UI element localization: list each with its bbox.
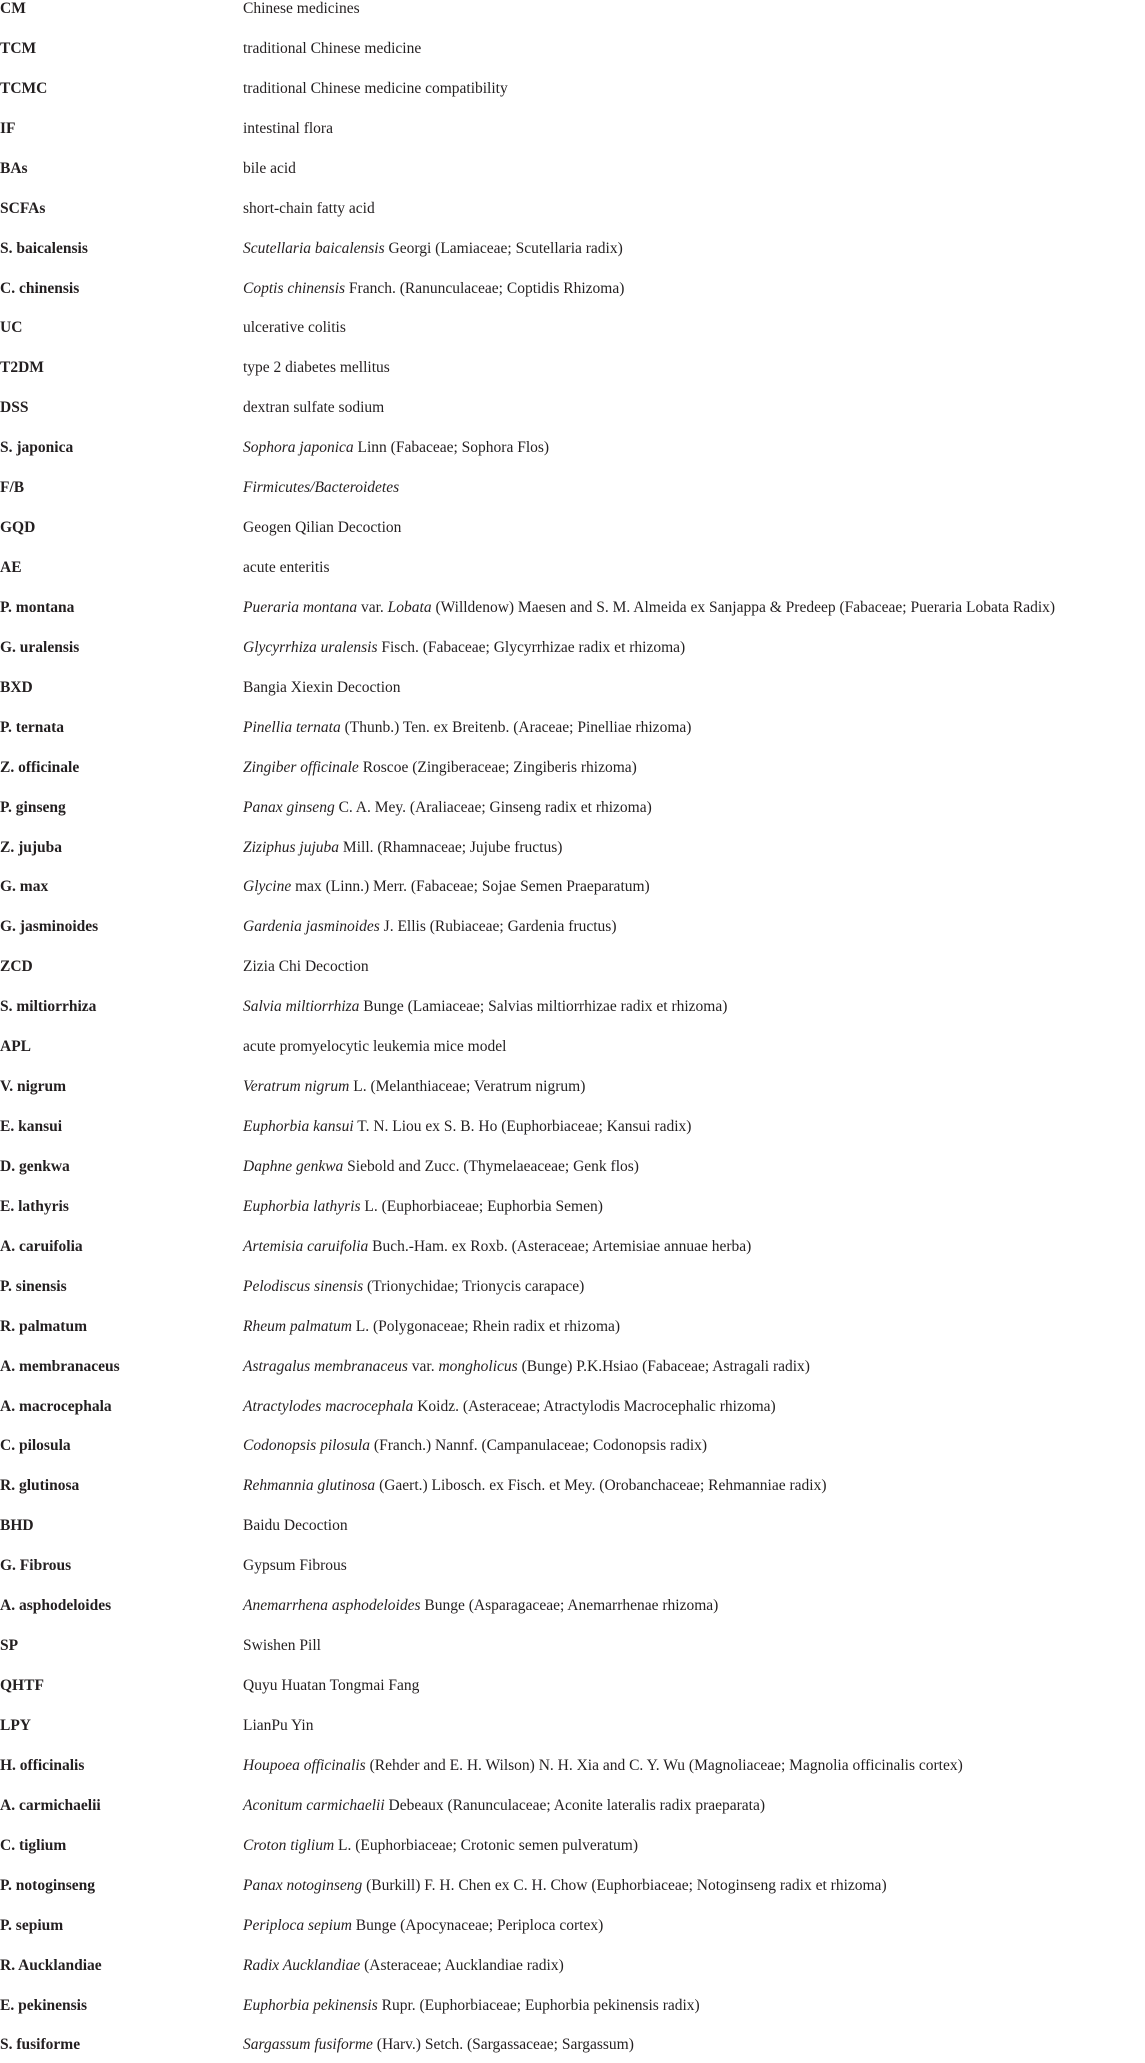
definition-segment: Zizia Chi Decoction — [243, 958, 369, 976]
definition-segment: Bangia Xiexin Decoction — [243, 678, 401, 696]
definition-italic-segment: Euphorbia pekinensis — [243, 1996, 378, 2014]
abbreviation-term: R. Aucklandiae — [0, 1956, 102, 1974]
abbreviation-term: T2DM — [0, 359, 44, 377]
abbreviation-definition — [243, 840, 562, 856]
abbreviation-term: TCM — [0, 39, 37, 57]
abbreviation-row — [0, 879, 1145, 905]
definition-segment: acute promyelocytic leukemia mice model — [243, 1038, 507, 1056]
definition-italic-segment: Lobata — [387, 598, 432, 616]
abbreviation-definition — [243, 1998, 700, 2014]
abbreviation-term: SCFAs — [0, 199, 46, 217]
abbreviation-term: P. ginseng — [0, 798, 66, 816]
abbreviation-row — [0, 2037, 1145, 2063]
abbreviation-term: H. officinalis — [0, 1756, 85, 1774]
abbreviation-row — [0, 1438, 1145, 1464]
abbreviation-row — [0, 201, 1145, 227]
abbreviation-row — [0, 1279, 1145, 1305]
definition-italic-segment: Salvia miltiorrhiza — [243, 998, 360, 1016]
abbreviation-term: D. genkwa — [0, 1157, 70, 1175]
definition-segment: L. (Euphorbiaceae; Euphorbia Semen) — [360, 1197, 603, 1215]
definition-segment: Franch. (Ranunculaceae; Coptidis Rhizoma) — [345, 279, 625, 297]
definition-italic-segment: Radix Aucklandiae — [243, 1956, 361, 1974]
abbreviation-term: G. Fibrous — [0, 1557, 72, 1575]
abbreviation-term: QHTF — [0, 1677, 44, 1695]
abbreviation-definition — [243, 760, 637, 776]
abbreviation-term: P. sepium — [0, 1916, 64, 1934]
definition-segment: bile acid — [243, 159, 296, 177]
definition-segment: Rupr. (Euphorbiaceae; Euphorbia pekinensis radix) — [377, 1996, 700, 2014]
definition-segment: Buch.-Ham. ex Roxb. (Asteraceae; Artemisiae annuae herba) — [368, 1237, 752, 1255]
definition-italic-segment: Pinellia ternata — [243, 718, 341, 736]
abbreviation-term: BAs — [0, 159, 28, 177]
definition-italic-segment: Sophora japonica — [243, 439, 354, 457]
abbreviation-definition — [243, 1758, 963, 1774]
abbreviation-term: R. palmatum — [0, 1317, 87, 1335]
definition-segment: dextran sulfate sodium — [243, 399, 385, 417]
abbreviation-term: F/B — [0, 479, 25, 497]
definition-segment: L. (Melanthiaceae; Veratrum nigrum) — [349, 1078, 586, 1096]
definition-segment: (Willdenow) Maesen and S. M. Almeida ex Sanjappa & Predeep (Fabaceae; Pueraria Lobata Radix) — [431, 598, 1056, 616]
definition-italic-segment: Gardenia jasminoides — [243, 918, 380, 936]
abbreviation-row — [0, 1518, 1145, 1544]
definition-segment: (Asteraceae; Aucklandiae radix) — [360, 1956, 564, 1974]
abbreviation-definition — [243, 161, 296, 177]
definition-segment: max (Linn.) Merr. (Fabaceae; Sojae Semen Praeparatum) — [291, 878, 650, 896]
abbreviation-term: UC — [0, 319, 23, 337]
abbreviation-definition — [243, 1678, 419, 1694]
abbreviation-definition — [243, 1638, 321, 1654]
abbreviation-definition — [243, 800, 652, 816]
definition-italic-segment: Pueraria montana — [243, 598, 358, 616]
abbreviation-term: E. lathyris — [0, 1197, 69, 1215]
abbreviation-definition — [243, 1958, 564, 1974]
abbreviation-definition — [243, 1079, 585, 1095]
abbreviation-term: DSS — [0, 399, 29, 417]
definition-segment: Linn (Fabaceae; Sophora Flos) — [353, 439, 550, 457]
abbreviation-definition — [243, 680, 401, 696]
abbreviation-row — [0, 1638, 1145, 1664]
definition-segment: traditional Chinese medicine compatibility — [243, 79, 508, 97]
abbreviation-row — [0, 480, 1145, 506]
abbreviation-row — [0, 1998, 1145, 2024]
abbreviation-term: A. membranaceus — [0, 1357, 120, 1375]
abbreviation-row — [0, 1478, 1145, 1504]
abbreviation-definition — [243, 1878, 887, 1894]
abbreviation-row — [0, 1159, 1145, 1185]
definition-italic-segment: Periploca sepium — [243, 1916, 352, 1934]
definition-segment: intestinal flora — [243, 119, 333, 137]
abbreviation-row — [0, 959, 1145, 985]
abbreviation-row — [0, 600, 1145, 626]
abbreviation-row — [0, 1918, 1145, 1944]
definition-segment: L. (Polygonaceae; Rhein radix et rhizoma) — [351, 1317, 621, 1335]
definition-italic-segment: Rehmannia glutinosa — [243, 1477, 376, 1495]
abbreviation-definition — [243, 1199, 603, 1215]
definition-segment: (Franch.) Nannf. (Campanulaceae; Codonopsis radix) — [370, 1437, 708, 1455]
definition-italic-segment: Houpoea officinalis — [243, 1756, 366, 1774]
abbreviation-term: APL — [0, 1038, 31, 1056]
abbreviation-row — [0, 161, 1145, 187]
abbreviation-term: S. fusiforme — [0, 2036, 81, 2054]
abbreviation-definition — [243, 440, 549, 456]
definition-segment: (Trionychidae; Trionycis carapace) — [363, 1277, 585, 1295]
definition-segment: acute enteritis — [243, 559, 330, 577]
abbreviation-definition — [243, 400, 384, 416]
definition-italic-segment: Glycine — [243, 878, 292, 896]
definition-segment: L. (Euphorbiaceae; Crotonic semen pulveratum) — [334, 1836, 639, 1854]
definition-italic-segment: mongholicus — [438, 1357, 518, 1375]
abbreviation-term: A. carmichaelii — [0, 1796, 101, 1814]
definition-segment: Bunge (Apocynaceae; Periploca cortex) — [351, 1916, 604, 1934]
abbreviation-definition — [243, 879, 650, 895]
definition-italic-segment: Veratrum nigrum — [243, 1078, 350, 1096]
abbreviation-definition — [243, 1359, 810, 1375]
definition-segment: (Burkill) F. H. Chen ex C. H. Chow (Euphorbiaceae; Notoginseng radix et rhizoma) — [362, 1876, 887, 1894]
abbreviation-row — [0, 400, 1145, 426]
definition-italic-segment: Pelodiscus sinensis — [243, 1277, 364, 1295]
definition-segment: Georgi (Lamiaceae; Scutellaria radix) — [384, 239, 623, 257]
abbreviation-row — [0, 1119, 1145, 1145]
abbreviation-definition — [243, 281, 624, 297]
abbreviation-definition — [243, 720, 691, 736]
definition-segment: Debeaux (Ranunculaceae; Aconite lateralis radix praeparata) — [384, 1796, 766, 1814]
abbreviation-definition — [243, 1279, 584, 1295]
definition-segment: traditional Chinese medicine — [243, 39, 422, 57]
definition-italic-segment: Sargassum fusiforme — [243, 2036, 373, 2054]
abbreviation-row — [0, 919, 1145, 945]
abbreviation-definition — [243, 1159, 639, 1175]
abbreviation-row — [0, 560, 1145, 586]
abbreviation-definition — [243, 1, 360, 17]
abbreviation-term: A. caruifolia — [0, 1237, 83, 1255]
abbreviation-definition — [243, 959, 369, 975]
abbreviation-term: Z. jujuba — [0, 838, 63, 856]
abbreviation-term: P. ternata — [0, 718, 64, 736]
abbreviation-definition — [243, 480, 399, 496]
abbreviation-term: Z. officinale — [0, 758, 80, 776]
definition-italic-segment: Daphne genkwa — [243, 1157, 344, 1175]
abbreviation-row — [0, 1598, 1145, 1624]
definition-segment: Swishen Pill — [243, 1637, 321, 1655]
abbreviation-row — [0, 1199, 1145, 1225]
abbreviation-row — [0, 840, 1145, 866]
definition-segment: ulcerative colitis — [243, 319, 346, 337]
abbreviation-row — [0, 121, 1145, 147]
abbreviation-definition — [243, 560, 330, 576]
definition-segment: var. — [407, 1357, 439, 1375]
abbreviation-term: IF — [0, 119, 16, 137]
definition-segment: (Bunge) P.K.Hsiao (Fabaceae; Astragali radix) — [517, 1357, 810, 1375]
definition-segment: Bunge (Lamiaceae; Salvias miltiorrhizae radix et rhizoma) — [359, 998, 728, 1016]
abbreviation-term: A. macrocephala — [0, 1397, 112, 1415]
definition-segment: Gypsum Fibrous — [243, 1557, 347, 1575]
abbreviation-row — [0, 1399, 1145, 1425]
definition-italic-segment: Codonopsis pilosula — [243, 1437, 371, 1455]
abbreviation-term: G. uralensis — [0, 638, 80, 656]
abbreviation-definition — [243, 919, 617, 935]
abbreviation-row — [0, 1359, 1145, 1385]
definition-italic-segment: Croton tiglium — [243, 1836, 335, 1854]
abbreviation-row — [0, 760, 1145, 786]
definition-segment: short-chain fatty acid — [243, 199, 375, 217]
definition-segment: Chinese medicines — [243, 0, 360, 17]
abbreviation-row — [0, 281, 1145, 307]
definition-segment: (Gaert.) Libosch. ex Fisch. et Mey. (Orobanchaceae; Rehmanniae radix) — [375, 1477, 827, 1495]
abbreviation-row — [0, 1, 1145, 27]
abbreviation-term: BHD — [0, 1517, 34, 1535]
abbreviation-row — [0, 241, 1145, 267]
abbreviation-term: P. notoginseng — [0, 1876, 96, 1894]
definition-segment: (Harv.) Setch. (Sargassaceae; Sargassum) — [372, 2036, 634, 2054]
definition-segment: T. N. Liou ex S. B. Ho (Euphorbiaceae; Kansui radix) — [353, 1118, 692, 1136]
definition-segment: (Thunb.) Ten. ex Breitenb. (Araceae; Pinelliae rhizoma) — [340, 718, 692, 736]
abbreviation-term: E. pekinensis — [0, 1996, 88, 2014]
definition-italic-segment: Firmicutes/Bacteroidetes — [243, 479, 400, 497]
definition-italic-segment: Scutellaria baicalensis — [243, 239, 385, 257]
definition-segment: Mill. (Rhamnaceae; Jujube fructus) — [339, 838, 563, 856]
abbreviation-term: LPY — [0, 1716, 31, 1734]
abbreviation-definition — [243, 1838, 638, 1854]
abbreviation-row — [0, 360, 1145, 386]
definition-segment: Koidz. (Asteraceae; Atractylodis Macrocephalic rhizoma) — [413, 1397, 776, 1415]
definition-segment: LianPu Yin — [243, 1716, 314, 1734]
definition-segment: type 2 diabetes mellitus — [243, 359, 390, 377]
abbreviation-term: C. tiglium — [0, 1836, 67, 1854]
abbreviation-term: E. kansui — [0, 1118, 63, 1136]
definition-segment: C. A. Mey. (Araliaceae; Ginseng radix et rhizoma) — [334, 798, 652, 816]
abbreviation-definition — [243, 241, 623, 257]
abbreviation-definition — [243, 1319, 620, 1335]
definition-segment: Bunge (Asparagaceae; Anemarrhenae rhizoma) — [420, 1597, 719, 1615]
abbreviation-definition — [243, 360, 390, 376]
abbreviation-definition — [243, 41, 421, 57]
abbreviation-row — [0, 1239, 1145, 1265]
definition-italic-segment: Panax ginseng — [243, 798, 335, 816]
abbreviation-term: V. nigrum — [0, 1078, 67, 1096]
definition-italic-segment: Zingiber officinale — [243, 758, 359, 776]
abbreviation-definition — [243, 1558, 347, 1574]
abbreviation-term: S. miltiorrhiza — [0, 998, 97, 1016]
abbreviation-definition — [243, 1718, 313, 1734]
definition-italic-segment: Coptis chinensis — [243, 279, 346, 297]
abbreviation-term: C. chinensis — [0, 279, 80, 297]
abbreviation-definition — [243, 1798, 765, 1814]
abbreviation-term: G. max — [0, 878, 49, 896]
definition-italic-segment: Artemisia caruifolia — [243, 1237, 369, 1255]
abbreviation-row — [0, 1039, 1145, 1065]
abbreviation-row — [0, 1838, 1145, 1864]
definition-italic-segment: Euphorbia kansui — [243, 1118, 354, 1136]
abbreviation-row — [0, 1319, 1145, 1345]
definition-segment: Fisch. (Fabaceae; Glycyrrhizae radix et rhizoma) — [377, 638, 686, 656]
definition-segment: Baidu Decoction — [243, 1517, 348, 1535]
abbreviation-definition — [243, 1478, 827, 1494]
abbreviation-row — [0, 1718, 1145, 1744]
definition-segment: J. Ellis (Rubiaceae; Gardenia fructus) — [379, 918, 617, 936]
abbreviation-definition — [243, 1438, 707, 1454]
definition-italic-segment: Ziziphus jujuba — [243, 838, 340, 856]
abbreviation-row — [0, 520, 1145, 546]
abbreviation-term: AE — [0, 559, 22, 577]
definition-italic-segment: Aconitum carmichaelii — [243, 1796, 385, 1814]
abbreviation-term: P. sinensis — [0, 1277, 67, 1295]
abbreviation-row — [0, 81, 1145, 107]
abbreviation-definition — [243, 121, 333, 137]
abbreviation-term: CM — [0, 0, 26, 17]
abbreviation-row — [0, 41, 1145, 67]
abbreviation-term: ZCD — [0, 958, 33, 976]
abbreviation-definition — [243, 81, 508, 97]
abbreviation-definition — [243, 1119, 691, 1135]
abbreviation-row — [0, 440, 1145, 466]
definition-italic-segment: Euphorbia lathyris — [243, 1197, 361, 1215]
definition-segment: Roscoe (Zingiberaceae; Zingiberis rhizoma) — [358, 758, 637, 776]
definition-italic-segment: Rheum palmatum — [243, 1317, 352, 1335]
abbreviation-row — [0, 1678, 1145, 1704]
abbreviation-term: P. montana — [0, 598, 75, 616]
definition-segment: Quyu Huatan Tongmai Fang — [243, 1677, 420, 1695]
definition-italic-segment: Atractylodes macrocephala — [243, 1397, 414, 1415]
abbreviation-definition — [243, 1918, 603, 1934]
abbreviation-row — [0, 1798, 1145, 1824]
abbreviation-row — [0, 1758, 1145, 1784]
abbreviation-definition — [243, 520, 401, 536]
abbreviation-term: TCMC — [0, 79, 48, 97]
abbreviation-term: G. jasminoides — [0, 918, 99, 936]
definition-segment: Geogen Qilian Decoction — [243, 519, 402, 537]
abbreviation-row — [0, 800, 1145, 826]
abbreviation-definition — [243, 1039, 506, 1055]
abbreviation-definition — [243, 1518, 348, 1534]
definition-segment: var. — [357, 598, 388, 616]
abbreviation-term: S. baicalensis — [0, 239, 88, 257]
abbreviation-term: C. pilosula — [0, 1437, 71, 1455]
abbreviation-term: GQD — [0, 519, 36, 537]
abbreviation-term: A. asphodeloides — [0, 1597, 112, 1615]
abbreviation-term: S. japonica — [0, 439, 74, 457]
abbreviation-definition — [243, 1598, 718, 1614]
abbreviation-row — [0, 999, 1145, 1025]
abbreviation-row — [0, 320, 1145, 346]
abbreviation-definition — [243, 2037, 634, 2053]
abbreviation-row — [0, 1958, 1145, 1984]
definition-segment: (Rehder and E. H. Wilson) N. H. Xia and C. Y. Wu (Magnoliaceae; Magnolia officinalis cortex) — [365, 1756, 963, 1774]
abbreviation-definition — [243, 640, 685, 656]
abbreviation-definition — [243, 1239, 751, 1255]
abbreviation-row — [0, 720, 1145, 746]
abbreviation-definition — [243, 201, 375, 217]
abbreviation-term: BXD — [0, 678, 33, 696]
definition-italic-segment: Anemarrhena asphodeloides — [243, 1597, 421, 1615]
abbreviation-term: R. glutinosa — [0, 1477, 80, 1495]
abbreviation-term: SP — [0, 1637, 19, 1655]
abbreviation-definition — [243, 999, 727, 1015]
abbreviation-definition — [243, 600, 1055, 616]
abbreviation-definition — [243, 320, 346, 336]
definition-italic-segment: Glycyrrhiza uralensis — [243, 638, 378, 656]
abbreviation-row — [0, 1878, 1145, 1904]
definition-italic-segment: Astragalus membranaceus — [243, 1357, 408, 1375]
abbreviation-row — [0, 1079, 1145, 1105]
abbreviation-definition — [243, 1399, 776, 1415]
abbreviation-row — [0, 640, 1145, 666]
abbreviation-row — [0, 680, 1145, 706]
definition-segment: Siebold and Zucc. (Thymelaeaceae; Genk flos) — [343, 1157, 639, 1175]
definition-italic-segment: Panax notoginseng — [243, 1876, 363, 1894]
abbreviation-row — [0, 1558, 1145, 1584]
